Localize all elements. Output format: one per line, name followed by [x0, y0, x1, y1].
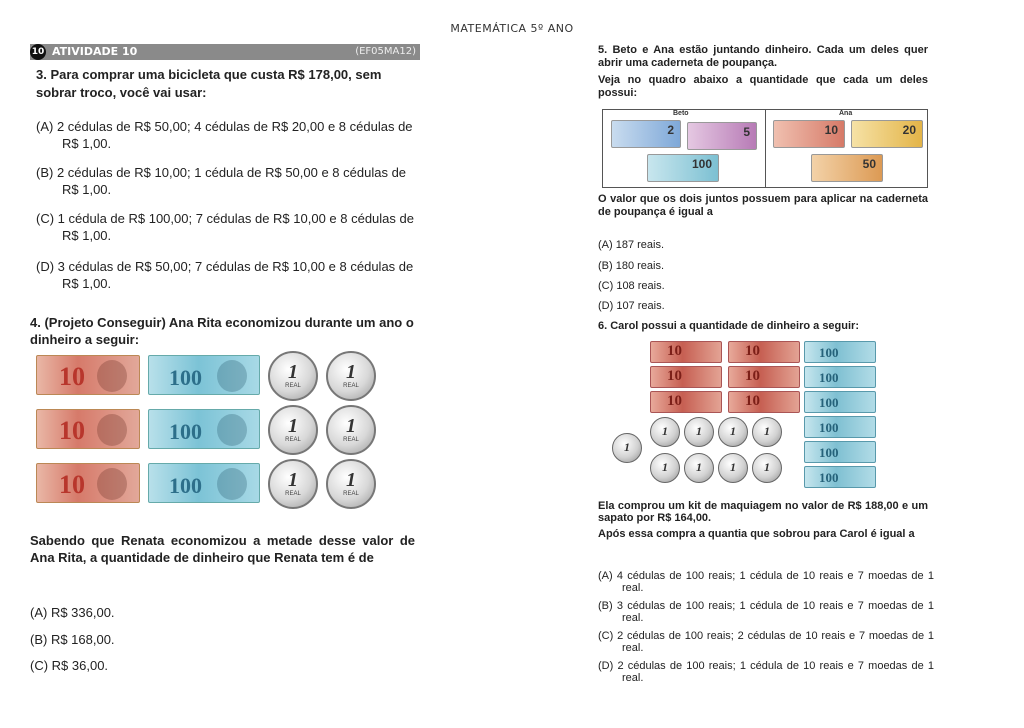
coin-value: 1: [346, 415, 356, 437]
coin-1-real: [752, 417, 782, 447]
banknote-value: 10: [667, 343, 682, 359]
q3-option-c[interactable]: [36, 210, 416, 244]
banknote-100: [804, 466, 876, 488]
q3-option-b[interactable]: [36, 164, 416, 198]
coin-1-real: [326, 405, 376, 455]
question-6: 6. Carol possui a quantidade de dinheiro a seguir:: [598, 320, 859, 332]
coin-value: 1: [696, 460, 702, 474]
portrait-icon: [97, 468, 127, 500]
banknote-10: [650, 391, 722, 413]
coin-value: 1: [764, 460, 770, 474]
banknote-10: [36, 409, 140, 449]
banknote-100: [148, 463, 260, 503]
portrait-icon: [97, 414, 127, 446]
coin-1-real: [684, 453, 714, 483]
option-text: (C) 1 cédula de R$ 100,00; 7 cédulas de R$ 10,00 e 8 cédulas de R$ 1,00.: [36, 211, 414, 243]
beto-ana-money-table: [602, 109, 928, 188]
coin-1-real: [718, 417, 748, 447]
page-title: MATEMÁTICA 5º ANO: [450, 22, 574, 35]
question-3: 3. Para comprar uma bicicleta que custa R$ 178,00, sem sobrar troco, você vai usar:: [36, 67, 382, 100]
coin-value: 1: [662, 424, 668, 438]
activity-label: ATIVIDADE 10: [52, 45, 138, 58]
coin-value: 1: [288, 361, 298, 383]
banknote-10: [728, 366, 800, 388]
carol-money-image: [598, 337, 928, 497]
question-4-prompt: Sabendo que Renata economizou a metade desse valor de Ana Rita, a quantidade de dinheiro que Renata tem é de: [30, 533, 415, 565]
question-6-prompt-2: Após essa compra a quantia que sobrou para Carol é igual a: [598, 528, 915, 540]
coin-value: 1: [624, 440, 630, 454]
left-column: [30, 44, 420, 673]
banknote-value: 5: [743, 125, 750, 139]
coin-label: REAL: [343, 383, 359, 389]
banknote-value: 100: [819, 420, 839, 435]
option-text: (D) 3 cédulas de R$ 50,00; 7 cédulas de R$ 10,00 e 8 cédulas de R$ 1,00.: [36, 259, 414, 291]
q5-option-a[interactable]: (A) 187 reais.: [598, 239, 665, 251]
coin-value: 1: [764, 424, 770, 438]
coin-label: REAL: [285, 491, 301, 497]
option-text: (B) 2 cédulas de R$ 10,00; 1 cédula de R$ 50,00 e 8 cédulas de R$ 1,00.: [36, 165, 407, 197]
banknote-value: 10: [59, 416, 85, 445]
banknote-100: [804, 441, 876, 463]
coin-label: REAL: [343, 491, 359, 497]
coin-1-real: [718, 453, 748, 483]
portrait-icon: [217, 414, 247, 446]
banknote-value: 10: [824, 123, 838, 137]
banknote-value: 10: [59, 470, 85, 499]
option-text: (B) 3 cédulas de 100 reais; 1 cédula de 10 reais e 7 moedas de 1 real.: [598, 600, 934, 624]
banknote-value: 10: [667, 393, 682, 409]
coin-1-real: [650, 453, 680, 483]
q3-option-a[interactable]: [36, 118, 416, 152]
banknote-value: 10: [745, 343, 760, 359]
question-5-line1: 5. Beto e Ana estão juntando dinheiro. Cada um deles quer abrir uma caderneta de poupança.: [598, 44, 928, 69]
q6-option-b[interactable]: [598, 600, 934, 624]
banknote-10: [773, 120, 845, 148]
coin-label: REAL: [285, 437, 301, 443]
banknote-value: 2: [667, 123, 674, 137]
banknote-50: [811, 154, 883, 182]
q4-option-b[interactable]: (B) R$ 168,00.: [30, 632, 115, 647]
q6-option-a[interactable]: [598, 570, 934, 594]
banknote-value: 10: [745, 368, 760, 384]
portrait-icon: [97, 360, 127, 392]
question-5: [598, 44, 928, 100]
activity-bar: [30, 44, 420, 60]
banknote-value: 20: [902, 123, 916, 137]
banknote-20: [851, 120, 923, 148]
banknote-value: 100: [169, 365, 202, 390]
banknote-5: [687, 122, 757, 150]
banknote-value: 100: [169, 419, 202, 444]
banknote-10: [36, 355, 140, 395]
coin-value: 1: [288, 415, 298, 437]
question-5-prompt: O valor que os dois juntos possuem para aplicar na caderneta de poupança é igual a: [598, 193, 928, 218]
q4-option-c[interactable]: (C) R$ 36,00.: [30, 658, 109, 673]
coin-label: REAL: [285, 383, 301, 389]
table-divider: [765, 110, 766, 187]
question-6-prompt-1: Ela comprou um kit de maquiagem no valor de R$ 188,00 e um sapato por R$ 164,00.: [598, 500, 928, 524]
coin-1-real: [650, 417, 680, 447]
banknote-10: [728, 341, 800, 363]
banknote-100: [804, 391, 876, 413]
banknote-10: [650, 366, 722, 388]
banknote-value: 10: [745, 393, 760, 409]
banknote-100: [148, 355, 260, 395]
ana-rita-money-image: [36, 355, 416, 515]
banknote-100: [804, 341, 876, 363]
banknote-value: 100: [819, 445, 839, 460]
coin-1-real: [326, 351, 376, 401]
coin-1-real: [612, 433, 642, 463]
coin-value: 1: [730, 424, 736, 438]
coin-value: 1: [346, 361, 356, 383]
activity-code: (EF05MA12): [355, 46, 416, 57]
beto-header: Beto: [673, 110, 689, 117]
portrait-icon: [217, 468, 247, 500]
coin-value: 1: [662, 460, 668, 474]
banknote-2: [611, 120, 681, 148]
question-5-line2: Veja no quadro abaixo a quantidade que cada um deles possui:: [598, 74, 928, 99]
coin-1-real: [684, 417, 714, 447]
activity-number-badge: 10: [30, 44, 46, 60]
q5-option-b[interactable]: (B) 180 reais.: [598, 260, 665, 272]
coin-value: 1: [288, 469, 298, 491]
coin-label: REAL: [343, 437, 359, 443]
option-text: (A) 2 cédulas de R$ 50,00; 4 cédulas de R$ 20,00 e 8 cédulas de R$ 1,00.: [36, 119, 413, 151]
coin-1-real: [268, 405, 318, 455]
question-4: 4. (Projeto Conseguir) Ana Rita economizou durante um ano o dinheiro a seguir:: [30, 315, 414, 347]
banknote-value: 100: [819, 345, 839, 360]
banknote-value: 100: [691, 157, 712, 171]
option-text: (C) 2 cédulas de 100 reais; 2 cédulas de 10 reais e 7 moedas de 1 real.: [598, 630, 934, 654]
banknote-value: 100: [819, 370, 839, 385]
banknote-value: 100: [169, 473, 202, 498]
banknote-100: [148, 409, 260, 449]
option-text: (A) 4 cédulas de 100 reais; 1 cédula de 10 reais e 7 moedas de 1 real.: [598, 570, 934, 594]
coin-value: 1: [730, 460, 736, 474]
q5-option-d[interactable]: (D) 107 reais.: [598, 300, 665, 312]
q5-option-c[interactable]: (C) 108 reais.: [598, 280, 665, 292]
coin-1-real: [326, 459, 376, 509]
banknote-100: [804, 416, 876, 438]
coin-1-real: [268, 351, 318, 401]
banknote-value: 10: [59, 362, 85, 391]
ana-header: Ana: [839, 110, 853, 117]
banknote-100: [647, 154, 719, 182]
coin-1-real: [268, 459, 318, 509]
banknote-10: [728, 391, 800, 413]
coin-value: 1: [696, 424, 702, 438]
banknote-value: 10: [667, 368, 682, 384]
coin-value: 1: [346, 469, 356, 491]
banknote-10: [650, 341, 722, 363]
q4-option-a[interactable]: (A) R$ 336,00.: [30, 605, 115, 620]
option-text: (D) 2 cédulas de 100 reais; 1 cédula de 10 reais e 7 moedas de 1 real.: [598, 660, 934, 684]
banknote-value: 50: [862, 157, 876, 171]
coin-1-real: [752, 453, 782, 483]
banknote-value: 100: [819, 470, 839, 485]
q6-option-d[interactable]: [598, 660, 934, 684]
q6-option-c[interactable]: [598, 630, 934, 654]
q3-option-d[interactable]: [36, 258, 416, 292]
portrait-icon: [217, 360, 247, 392]
banknote-100: [804, 366, 876, 388]
banknote-10: [36, 463, 140, 503]
banknote-value: 100: [819, 395, 839, 410]
